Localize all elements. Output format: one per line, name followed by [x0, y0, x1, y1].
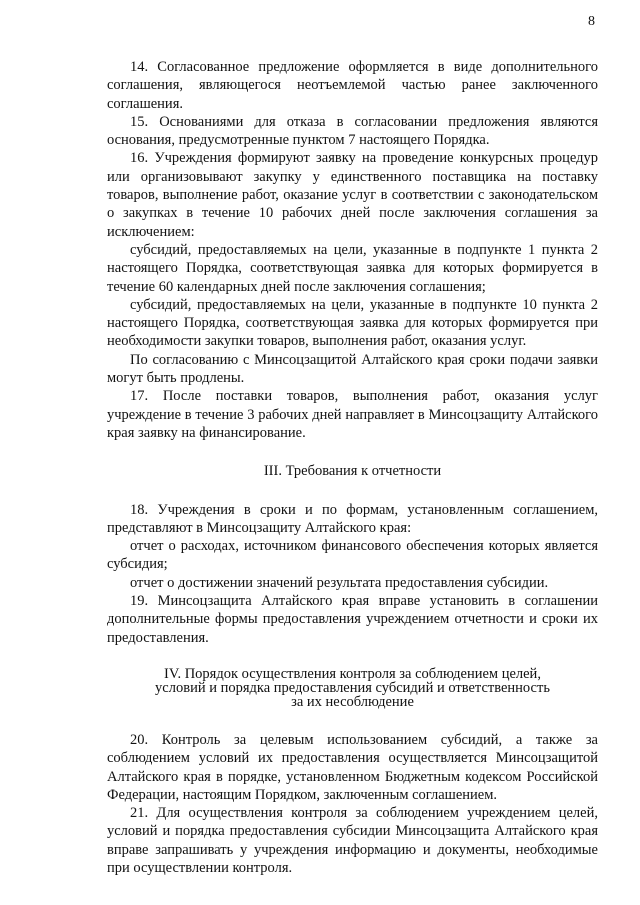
page-number: 8 [588, 14, 595, 29]
paragraph-17: 17. После поставки товаров, выполнения работ, оказания услуг учреждение в течение 3 рабочих дней направляет в Минсоцзащиту Алтайского края заявку на финансирование. [107, 388, 598, 441]
paragraph-18-item-1: отчет о расходах, источником финансового обеспечения которых является субсидия; [107, 538, 598, 573]
paragraph-16-item-2: субсидий, предоставляемых на цели, указанные в подпункте 10 пункта 2 настоящего Порядка, соответствующая заявка для которых формируется при необходимости закупки товаров, выполнения работ, оказания услуг. [107, 296, 598, 350]
paragraph-19: 19. Минсоцзащита Алтайского края вправе установить в соглашении дополнительные формы предоставления учреждением отчетности и сроки их предоставления. [107, 593, 598, 646]
paragraph-15: 15. Основаниями для отказа в согласовании предложения являются основания, предусмотренные пунктом 7 настоящего Порядка. [107, 113, 598, 149]
paragraph-21: 21. Для осуществления контроля за соблюдением учреждением целей, условий и порядка предоставления субсидии Минсоцзащита Алтайского края вправе запрашивать у учреждения информацию и документы, необходимые при осуществлении контроля. [107, 805, 598, 876]
section-4-title-line-2: условий и порядка предоставления субсидий и ответственность [155, 679, 550, 696]
section-3-title: III. Требования к отчетности [263, 463, 442, 480]
document-body [107, 58, 598, 877]
section-4-title [107, 667, 598, 709]
section-4-title-line-3: за их несоблюдение [291, 693, 414, 710]
paragraph-16: 16. Учреждения формируют заявку на проведение конкурсных процедур или организовывают закупку у единственного поставщика на поставку товаров, выполнение работ, оказание услуг в соответствии с законодательском о закупках в течение 10 рабочих дней после заключения соглашения за исключением: [107, 150, 598, 240]
paragraph-14: 14. Согласованное предложение оформляется в виде дополнительного соглашения, являющегося неотъемлемой частью ранее заключенного соглашения. [107, 59, 598, 112]
paragraph-16-extension: По согласованию с Минсоцзащитой Алтайского края сроки подачи заявки могут быть продлены. [107, 351, 598, 387]
section-4-title-line-1: IV. Порядок осуществления контроля за соблюдением целей, [164, 665, 541, 682]
paragraph-18-item-2: отчет о достижении значений результата предоставления субсидии. [130, 574, 549, 591]
paragraph-18: 18. Учреждения в сроки и по формам, установленным соглашением, представляют в Минсоцзащиту Алтайского края: [107, 501, 598, 536]
paragraph-16-item-1: субсидий, предоставляемых на цели, указанные в подпункте 1 пункта 2 настоящего Порядка, соответствующая заявка для которых формируется в течение 60 календарных дней после заключения соглашения; [107, 241, 598, 295]
paragraph-20: 20. Контроль за целевым использованием субсидий, а также за соблюдением условий их предоставления осуществляется Минсоцзащитой Алтайского края в порядке, установленном Бюджетным кодексом Российской Федерации, настоящим Порядком, заключенным соглашением. [107, 731, 598, 803]
